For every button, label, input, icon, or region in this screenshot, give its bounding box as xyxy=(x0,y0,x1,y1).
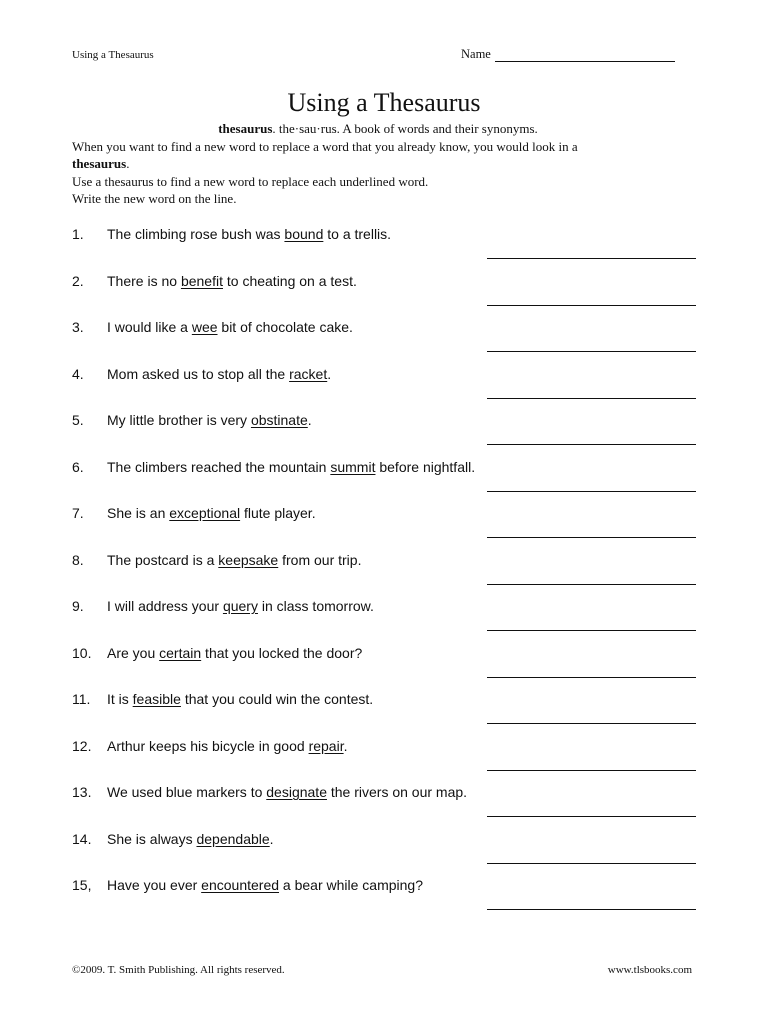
answer-blank-line[interactable] xyxy=(487,863,696,864)
sentence-before: I will address your xyxy=(107,598,223,614)
header-worksheet-title: Using a Thesaurus xyxy=(72,49,154,61)
question-sentence xyxy=(107,784,467,800)
underlined-word: summit xyxy=(330,458,376,475)
question-number: 11. xyxy=(72,691,91,707)
name-blank-line xyxy=(495,48,675,62)
copyright-notice: ©2009. T. Smith Publishing. All rights reserved. xyxy=(72,964,285,976)
sentence-after: from our trip. xyxy=(278,551,362,568)
underlined-word: query xyxy=(222,598,258,614)
question-number: 12. xyxy=(72,737,92,754)
answer-blank-line[interactable] xyxy=(487,584,696,585)
question-number: 5. xyxy=(72,412,84,428)
answer-blank-line[interactable] xyxy=(487,258,696,259)
question-number: 6. xyxy=(72,458,84,475)
underlined-word: keepsake xyxy=(218,551,279,568)
definition-term: thesaurus xyxy=(218,121,273,136)
answer-blank-line[interactable] xyxy=(487,909,696,910)
sentence-after: bit of chocolate cake. xyxy=(217,319,353,335)
name-field xyxy=(461,47,675,62)
question-sentence xyxy=(107,738,347,754)
underlined-word: benefit xyxy=(180,272,223,289)
answer-blank-line[interactable] xyxy=(487,491,696,492)
answer-blank-line[interactable] xyxy=(487,630,696,631)
sentence-after: flute player. xyxy=(240,505,316,521)
question-item xyxy=(72,645,696,692)
answer-blank-line[interactable] xyxy=(487,398,696,399)
question-item xyxy=(72,552,696,599)
question-sentence xyxy=(107,877,423,893)
definition-line xyxy=(64,120,692,138)
sentence-before: The climbing rose bush was xyxy=(107,226,285,242)
intro-block xyxy=(72,120,692,208)
sentence-after: that you locked the door? xyxy=(201,644,363,661)
question-number: 1. xyxy=(72,226,84,242)
question-number: 7. xyxy=(72,505,84,521)
sentence-before: She is an xyxy=(107,505,170,521)
instruction-line-2: Write the new word on the line. xyxy=(72,191,237,206)
underlined-word: obstinate xyxy=(250,412,308,428)
question-number: 13. xyxy=(72,784,92,800)
sentence-after: . xyxy=(343,737,348,754)
underlined-word: wee xyxy=(191,319,218,335)
sentence-after: to cheating on a test. xyxy=(222,272,357,289)
question-item xyxy=(72,226,696,273)
definition-text: . the·sau·rus. A book of words and their synonyms. xyxy=(272,121,538,136)
question-item xyxy=(72,412,696,459)
sentence-before: The postcard is a xyxy=(107,551,219,568)
question-item xyxy=(72,366,696,413)
sentence-before: I would like a xyxy=(107,319,192,335)
website-link: www.tlsbooks.com xyxy=(607,964,692,976)
sentence-before: Arthur keeps his bicycle in good xyxy=(107,737,309,754)
sentence-after: . xyxy=(269,830,274,847)
name-label: Name xyxy=(461,47,491,61)
underlined-word: dependable xyxy=(196,830,270,847)
sentence-after: . xyxy=(327,365,332,382)
question-item xyxy=(72,459,696,506)
sentence-before: We used blue markers to xyxy=(107,784,267,800)
question-sentence xyxy=(107,598,374,614)
question-sentence xyxy=(107,366,331,382)
question-sentence xyxy=(107,226,391,242)
answer-blank-line[interactable] xyxy=(487,677,696,678)
sentence-before: Are you xyxy=(107,644,160,661)
instruction-line-1: Use a thesaurus to find a new word to replace each underlined word. xyxy=(72,173,429,189)
question-sentence xyxy=(107,691,373,707)
sentence-before: The climbers reached the mountain xyxy=(107,458,331,475)
sentence-after: that you could win the contest. xyxy=(180,691,374,707)
underlined-word: encountered xyxy=(201,877,280,893)
question-sentence xyxy=(107,552,361,568)
question-item xyxy=(72,598,696,645)
sentence-after: in class tomorrow. xyxy=(257,598,374,614)
sentence-after: before nightfall. xyxy=(375,458,476,475)
answer-blank-line[interactable] xyxy=(487,444,696,445)
explanation-text: When you want to find a new word to replace a word that you already know, you would look in a xyxy=(72,138,578,154)
question-item xyxy=(72,784,696,831)
explanation-term: thesaurus xyxy=(72,156,127,171)
underlined-word: bound xyxy=(284,226,324,242)
question-sentence xyxy=(107,319,353,335)
question-item xyxy=(72,877,696,924)
sentence-after: a bear while camping? xyxy=(279,877,423,893)
sentence-after: to a trellis. xyxy=(323,226,392,242)
answer-blank-line[interactable] xyxy=(487,537,696,538)
explanation-end: . xyxy=(126,156,130,171)
answer-blank-line[interactable] xyxy=(487,351,696,352)
answer-blank-line[interactable] xyxy=(487,305,696,306)
question-item xyxy=(72,505,696,552)
sentence-before: My little brother is very xyxy=(107,412,251,428)
question-item xyxy=(72,831,696,878)
question-sentence xyxy=(107,412,312,428)
underlined-word: repair xyxy=(308,737,344,754)
underlined-word: feasible xyxy=(132,691,181,707)
answer-blank-line[interactable] xyxy=(487,816,696,817)
question-number: 9. xyxy=(72,598,84,614)
answer-blank-line[interactable] xyxy=(487,770,696,771)
question-sentence xyxy=(107,273,357,289)
sentence-before: There is no xyxy=(107,272,181,289)
sentence-after: . xyxy=(307,412,312,428)
question-item xyxy=(72,273,696,320)
explanation-line xyxy=(72,138,692,173)
question-sentence xyxy=(107,831,274,847)
question-number: 3. xyxy=(72,319,84,335)
answer-blank-line[interactable] xyxy=(487,723,696,724)
question-number: 14. xyxy=(72,830,92,847)
sentence-before: She is always xyxy=(107,830,197,847)
question-item xyxy=(72,738,696,785)
sentence-before: Mom asked us to stop all the xyxy=(107,365,290,382)
question-number: 10. xyxy=(72,644,92,661)
page-title: Using a Thesaurus xyxy=(287,88,481,117)
question-sentence xyxy=(107,645,362,661)
underlined-word: designate xyxy=(266,784,327,800)
question-number: 2. xyxy=(72,272,84,289)
question-sentence xyxy=(107,505,316,521)
underlined-word: racket xyxy=(289,365,328,382)
question-item xyxy=(72,319,696,366)
question-item xyxy=(72,691,696,738)
question-number: 15, xyxy=(72,877,92,893)
sentence-after: the rivers on our map. xyxy=(326,784,468,800)
sentence-before: Have you ever xyxy=(107,877,202,893)
underlined-word: certain xyxy=(159,644,202,661)
question-list xyxy=(72,226,696,924)
question-number: 8. xyxy=(72,551,84,568)
sentence-before: It is xyxy=(107,691,133,707)
question-number: 4. xyxy=(72,365,84,382)
question-sentence xyxy=(107,459,475,475)
underlined-word: exceptional xyxy=(169,505,241,521)
